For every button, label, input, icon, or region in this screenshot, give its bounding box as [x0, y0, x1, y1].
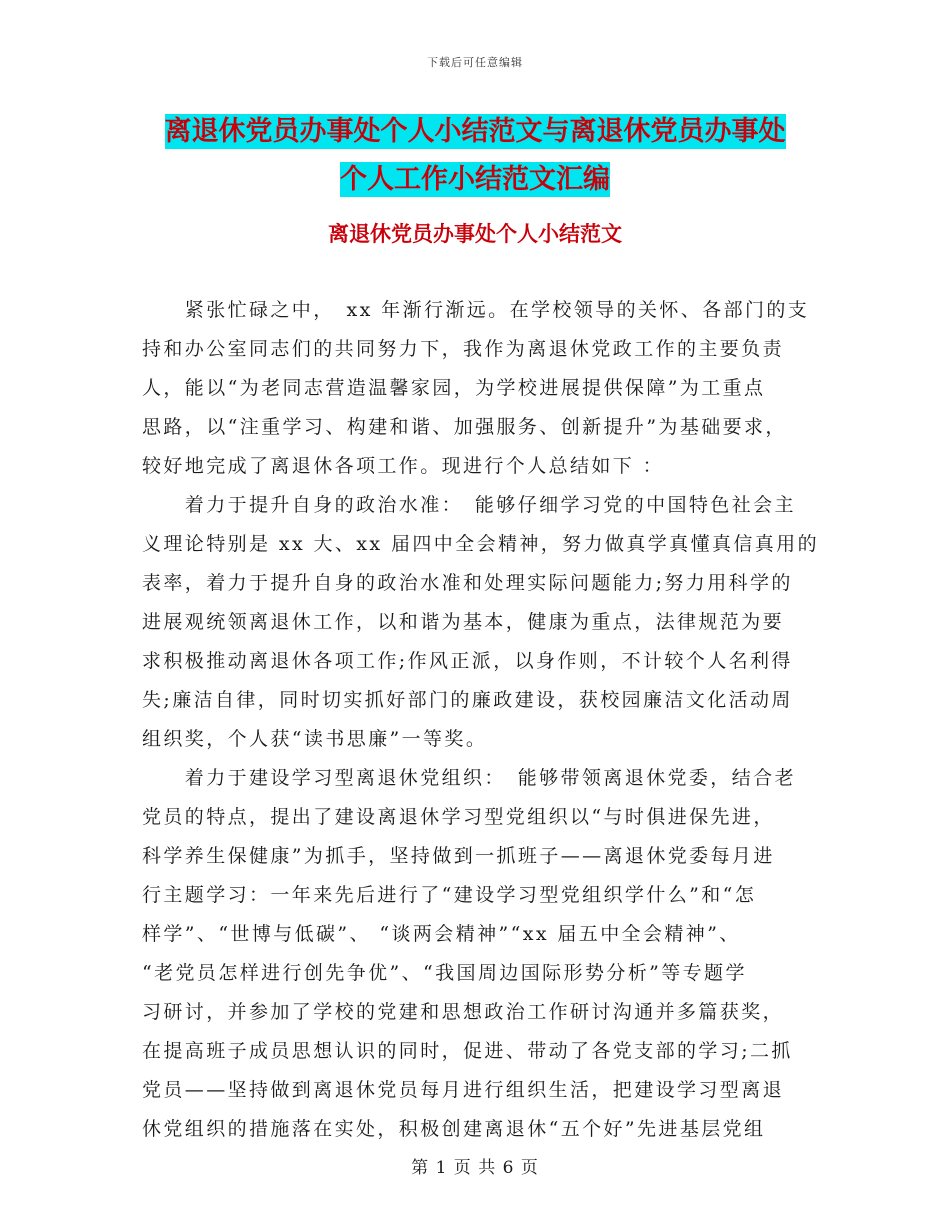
body-line: 进展观统领离退休工作，以和谐为基本，健康为重点，法律规范为要 [142, 611, 785, 633]
body-line: 较好地完成了离退休各项工作。现进行个人总结如下 ： [142, 455, 665, 477]
body-text [142, 291, 819, 1149]
document-title [0, 108, 950, 204]
body-line: 持和办公室同志们的共同努力下，我作为离退休党政工作的主要负责 [142, 338, 785, 360]
body-line: “老党员怎样进行创先争优”、“我国周边国际形势分析”等专题学 [142, 962, 747, 984]
title-line-1: 离退休党员办事处个人小结范文与离退休党员办事处 [164, 116, 786, 147]
title-line-2: 个人工作小结范文汇编 [340, 164, 610, 195]
body-line: 人，能以“为老同志营造温馨家园，为学校进展提供保障”为工重点 [142, 377, 766, 399]
header-note: 下载后可任意编辑 [427, 56, 523, 69]
body-line: 科学养生保健康”为抓手，坚持做到一抓班子——离退休党委每月进 [142, 845, 775, 867]
body-line: 党员——坚持做到离退休党员每月进行组织生活，把建设学习型离退 [142, 1079, 785, 1101]
body-line: 行主题学习：一年来先后进行了“建设学习型党组织学什么”和“怎 [142, 884, 757, 906]
body-line: 义理论特别是 xx 大、xx 届四中全会精神，努力做真学真懂真信真用的 [142, 533, 819, 555]
body-line: 在提高班子成员思想认识的同时，促进、带动了各党支部的学习;二抓 [142, 1040, 793, 1062]
body-line: 失;廉洁自律，同时切实抓好部门的廉政建设，获校园廉洁文化活动周 [142, 689, 793, 711]
body-line: 组织奖，个人获“读书思廉”一等奖。 [142, 728, 488, 750]
page-footer: 第 1 页 共 6 页 [411, 1158, 539, 1178]
body-line: 样学”、“世博与低碳”、 “谈两会精神”“xx 届五中全会精神”、 [142, 923, 741, 945]
body-line: 紧张忙碌之中， xx 年渐行渐远。在学校领导的关怀、各部门的支 [142, 299, 810, 321]
section-title: 离退休党员办事处个人小结范文 [328, 222, 622, 246]
body-line: 党员的特点，提出了建设离退休学习型党组织以“与时俱进保先进， [142, 806, 775, 828]
body-line: 求积极推动离退休各项工作;作风正派，以身作则，不计较个人名利得 [142, 650, 793, 672]
body-line: 表率，着力于提升自身的政治水准和处理实际问题能力;努力用科学的 [142, 572, 793, 594]
body-line: 思路，以“注重学习、构建和谐、加强服务、创新提升”为基础要求， [142, 416, 787, 438]
body-line: 着力于提升自身的政治水准： 能够仔细学习党的中国特色社会主 [142, 494, 796, 516]
body-line: 着力于建设学习型离退休党组织： 能够带领离退休党委，结合老 [142, 767, 796, 789]
body-line: 习研讨，并参加了学校的党建和思想政治工作研讨沟通并多篇获奖， [142, 1001, 785, 1023]
body-line: 休党组织的措施落在实处，积极创建离退休“五个好”先进基层党组 [142, 1118, 766, 1140]
